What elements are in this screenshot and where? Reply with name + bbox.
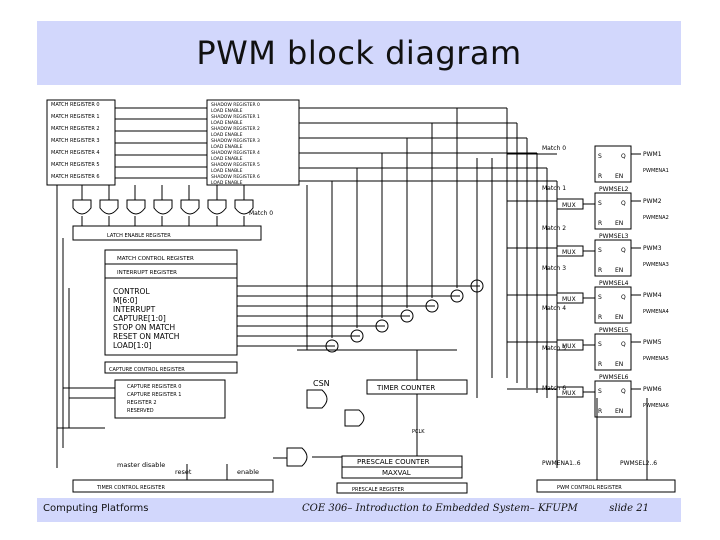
ff-pin-q: Q — [621, 247, 626, 254]
pwmena-label: PWMENA1..6 — [542, 460, 581, 467]
prescale-register-label: PRESCALE REGISTER — [352, 487, 405, 493]
ff-pin-s: S — [598, 294, 602, 301]
match-input-label: Match 3 — [542, 265, 567, 272]
ff-pin-s: S — [598, 388, 602, 395]
control-line-label: INTERRUPT — [113, 305, 156, 314]
pwm-output-label: PWM2 — [643, 198, 662, 205]
title-bar — [37, 21, 681, 85]
footer-center: COE 306– Introduction to Embedded System– KFUPM — [302, 503, 578, 514]
pwmsel-label: PWMSEL5 — [599, 327, 629, 334]
ff-pin-r: R — [598, 267, 603, 274]
mux-label: MUX — [562, 343, 576, 350]
match-input-label: Match 0 — [542, 145, 567, 152]
ff-pin-r: R — [598, 173, 603, 180]
static-wiring — [47, 100, 675, 493]
ff-pin-en: EN — [615, 408, 624, 415]
comparator-gate — [208, 200, 226, 214]
shadow-register-label: SHADOW REGISTER 3 — [211, 139, 260, 144]
capture-control-label: CAPTURE CONTROL REGISTER — [109, 367, 185, 373]
match0-gate-label: Match 0 — [249, 210, 274, 217]
slide-number: slide 21 — [609, 503, 649, 514]
comparator-gate — [73, 200, 91, 214]
ff-pin-s: S — [598, 341, 602, 348]
latch-enable-label: LATCH ENABLE REGISTER — [107, 233, 171, 239]
slide-title: PWM block diagram — [196, 34, 522, 72]
mux-label: MUX — [562, 390, 576, 397]
and-gate-enable — [287, 448, 307, 466]
pwm-output-label: PWM5 — [643, 339, 662, 346]
mux-label: MUX — [562, 249, 576, 256]
shadow-register-label: LOAD ENABLE — [211, 109, 243, 114]
ff-pin-r: R — [598, 361, 603, 368]
ff-pin-en: EN — [615, 361, 624, 368]
master-disable-label: master disable — [117, 461, 166, 469]
footer-course: Computing Platforms — [43, 503, 149, 514]
pwmsel-label: PWMSEL2..6 — [620, 460, 658, 467]
capture-register-label: RESERVED — [127, 408, 154, 414]
interrupt-register-label: INTERRUPT REGISTER — [117, 270, 177, 276]
ff-pin-s: S — [598, 153, 602, 160]
pwm-output-label: PWM1 — [643, 151, 662, 158]
capture-register-label: CAPTURE REGISTER 0 — [127, 384, 182, 390]
match-input-label: Match 5 — [542, 345, 567, 352]
control-line-label: STOP ON MATCH — [113, 323, 176, 332]
shadow-register-label: LOAD ENABLE — [211, 157, 243, 162]
shadow-register-label: SHADOW REGISTER 0 — [211, 103, 260, 108]
mux-label: MUX — [562, 296, 576, 303]
pwmena-label: PWMENA3 — [643, 262, 669, 268]
shadow-register-label: LOAD ENABLE — [211, 145, 243, 150]
reset-label: reset — [175, 468, 192, 476]
ff-pin-r: R — [598, 408, 603, 415]
pwmena-label: PWMENA1 — [643, 168, 669, 174]
timer-control-label: TIMER CONTROL REGISTER — [97, 485, 165, 491]
ff-pin-s: S — [598, 247, 602, 254]
pwm-block-diagram — [37, 88, 681, 498]
ff-pin-r: R — [598, 220, 603, 227]
ff-pin-q: Q — [621, 341, 626, 348]
and-gate-csn — [307, 390, 327, 408]
match-register-label: MATCH REGISTER 5 — [51, 162, 100, 168]
pwmena-label: PWMENA4 — [643, 309, 669, 315]
shadow-register-label: LOAD ENABLE — [211, 169, 243, 174]
match-register-label: MATCH REGISTER 4 — [51, 150, 100, 156]
pwmsel-label: PWMSEL6 — [599, 374, 629, 381]
timer-counter-label: TIMER COUNTER — [377, 384, 436, 392]
match-register-label: MATCH REGISTER 6 — [51, 174, 100, 180]
ff-pin-en: EN — [615, 267, 624, 274]
comparator-gate — [154, 200, 172, 214]
match-input-label: Match 6 — [542, 385, 567, 392]
ff-pin-en: EN — [615, 220, 624, 227]
shadow-register-label: SHADOW REGISTER 6 — [211, 175, 260, 180]
ff-pin-r: R — [598, 314, 603, 321]
pwmsel-label: PWMSEL2 — [599, 186, 629, 193]
match-input-label: Match 2 — [542, 225, 567, 232]
shadow-register-label: SHADOW REGISTER 5 — [211, 163, 260, 168]
comparator-gate — [181, 200, 199, 214]
pclk-label: PCLK — [412, 429, 425, 435]
match-register-label: MATCH REGISTER 3 — [51, 138, 100, 144]
footer-bar — [37, 498, 681, 522]
and-gate-timer — [345, 410, 364, 426]
match-register-label: MATCH REGISTER 0 — [51, 102, 100, 108]
match-comparator-gates — [73, 200, 253, 214]
control-line-label: M[6:0] — [113, 296, 138, 305]
capture-register-label: REGISTER 2 — [127, 400, 157, 406]
match-input-label: Match 1 — [542, 185, 567, 192]
shadow-register-label: LOAD ENABLE — [211, 181, 243, 186]
diagram-svg — [37, 88, 681, 498]
match-register-label: MATCH REGISTER 2 — [51, 126, 100, 132]
control-line-label: LOAD[1:0] — [113, 341, 152, 350]
maxval-label: MAXVAL — [382, 469, 411, 477]
ff-pin-q: Q — [621, 294, 626, 301]
shadow-register-label: SHADOW REGISTER 2 — [211, 127, 260, 132]
control-line-label: RESET ON MATCH — [113, 332, 180, 341]
pwm-output-label: PWM3 — [643, 245, 662, 252]
shadow-register-label: LOAD ENABLE — [211, 133, 243, 138]
pwmena-label: PWMENA6 — [643, 403, 669, 409]
control-line-label: CAPTURE[1:0] — [113, 314, 166, 323]
prescale-counter-label: PRESCALE COUNTER — [357, 458, 430, 466]
enable-label: enable — [237, 468, 260, 476]
pwm-flipflops — [507, 145, 669, 417]
pwmsel-label: PWMSEL4 — [599, 280, 629, 287]
match-input-label: Match 4 — [542, 305, 567, 312]
csn-label: CSN — [313, 379, 330, 388]
pwmena-label: PWMENA2 — [643, 215, 669, 221]
pwm-output-label: PWM4 — [643, 292, 662, 299]
capture-register-label: CAPTURE REGISTER 1 — [127, 392, 182, 398]
shadow-register-label: SHADOW REGISTER 4 — [211, 151, 260, 156]
ff-pin-s: S — [598, 200, 602, 207]
ff-pin-q: Q — [621, 153, 626, 160]
match-control-label: MATCH CONTROL REGISTER — [117, 256, 194, 262]
match-register-label: MATCH REGISTER 1 — [51, 114, 100, 120]
ff-pin-q: Q — [621, 388, 626, 395]
pwm-control-label: PWM CONTROL REGISTER — [557, 485, 622, 491]
comparator-gate — [100, 200, 118, 214]
shadow-register-label: SHADOW REGISTER 1 — [211, 115, 260, 120]
shadow-register-label: LOAD ENABLE — [211, 121, 243, 126]
control-line-label: CONTROL — [113, 287, 150, 296]
pwm-output-label: PWM6 — [643, 386, 662, 393]
pwmena-label: PWMENA5 — [643, 356, 669, 362]
pwmsel-label: PWMSEL3 — [599, 233, 629, 240]
comparator-gate — [127, 200, 145, 214]
ff-pin-en: EN — [615, 314, 624, 321]
ff-pin-en: EN — [615, 173, 624, 180]
mux-label: MUX — [562, 202, 576, 209]
ff-pin-q: Q — [621, 200, 626, 207]
